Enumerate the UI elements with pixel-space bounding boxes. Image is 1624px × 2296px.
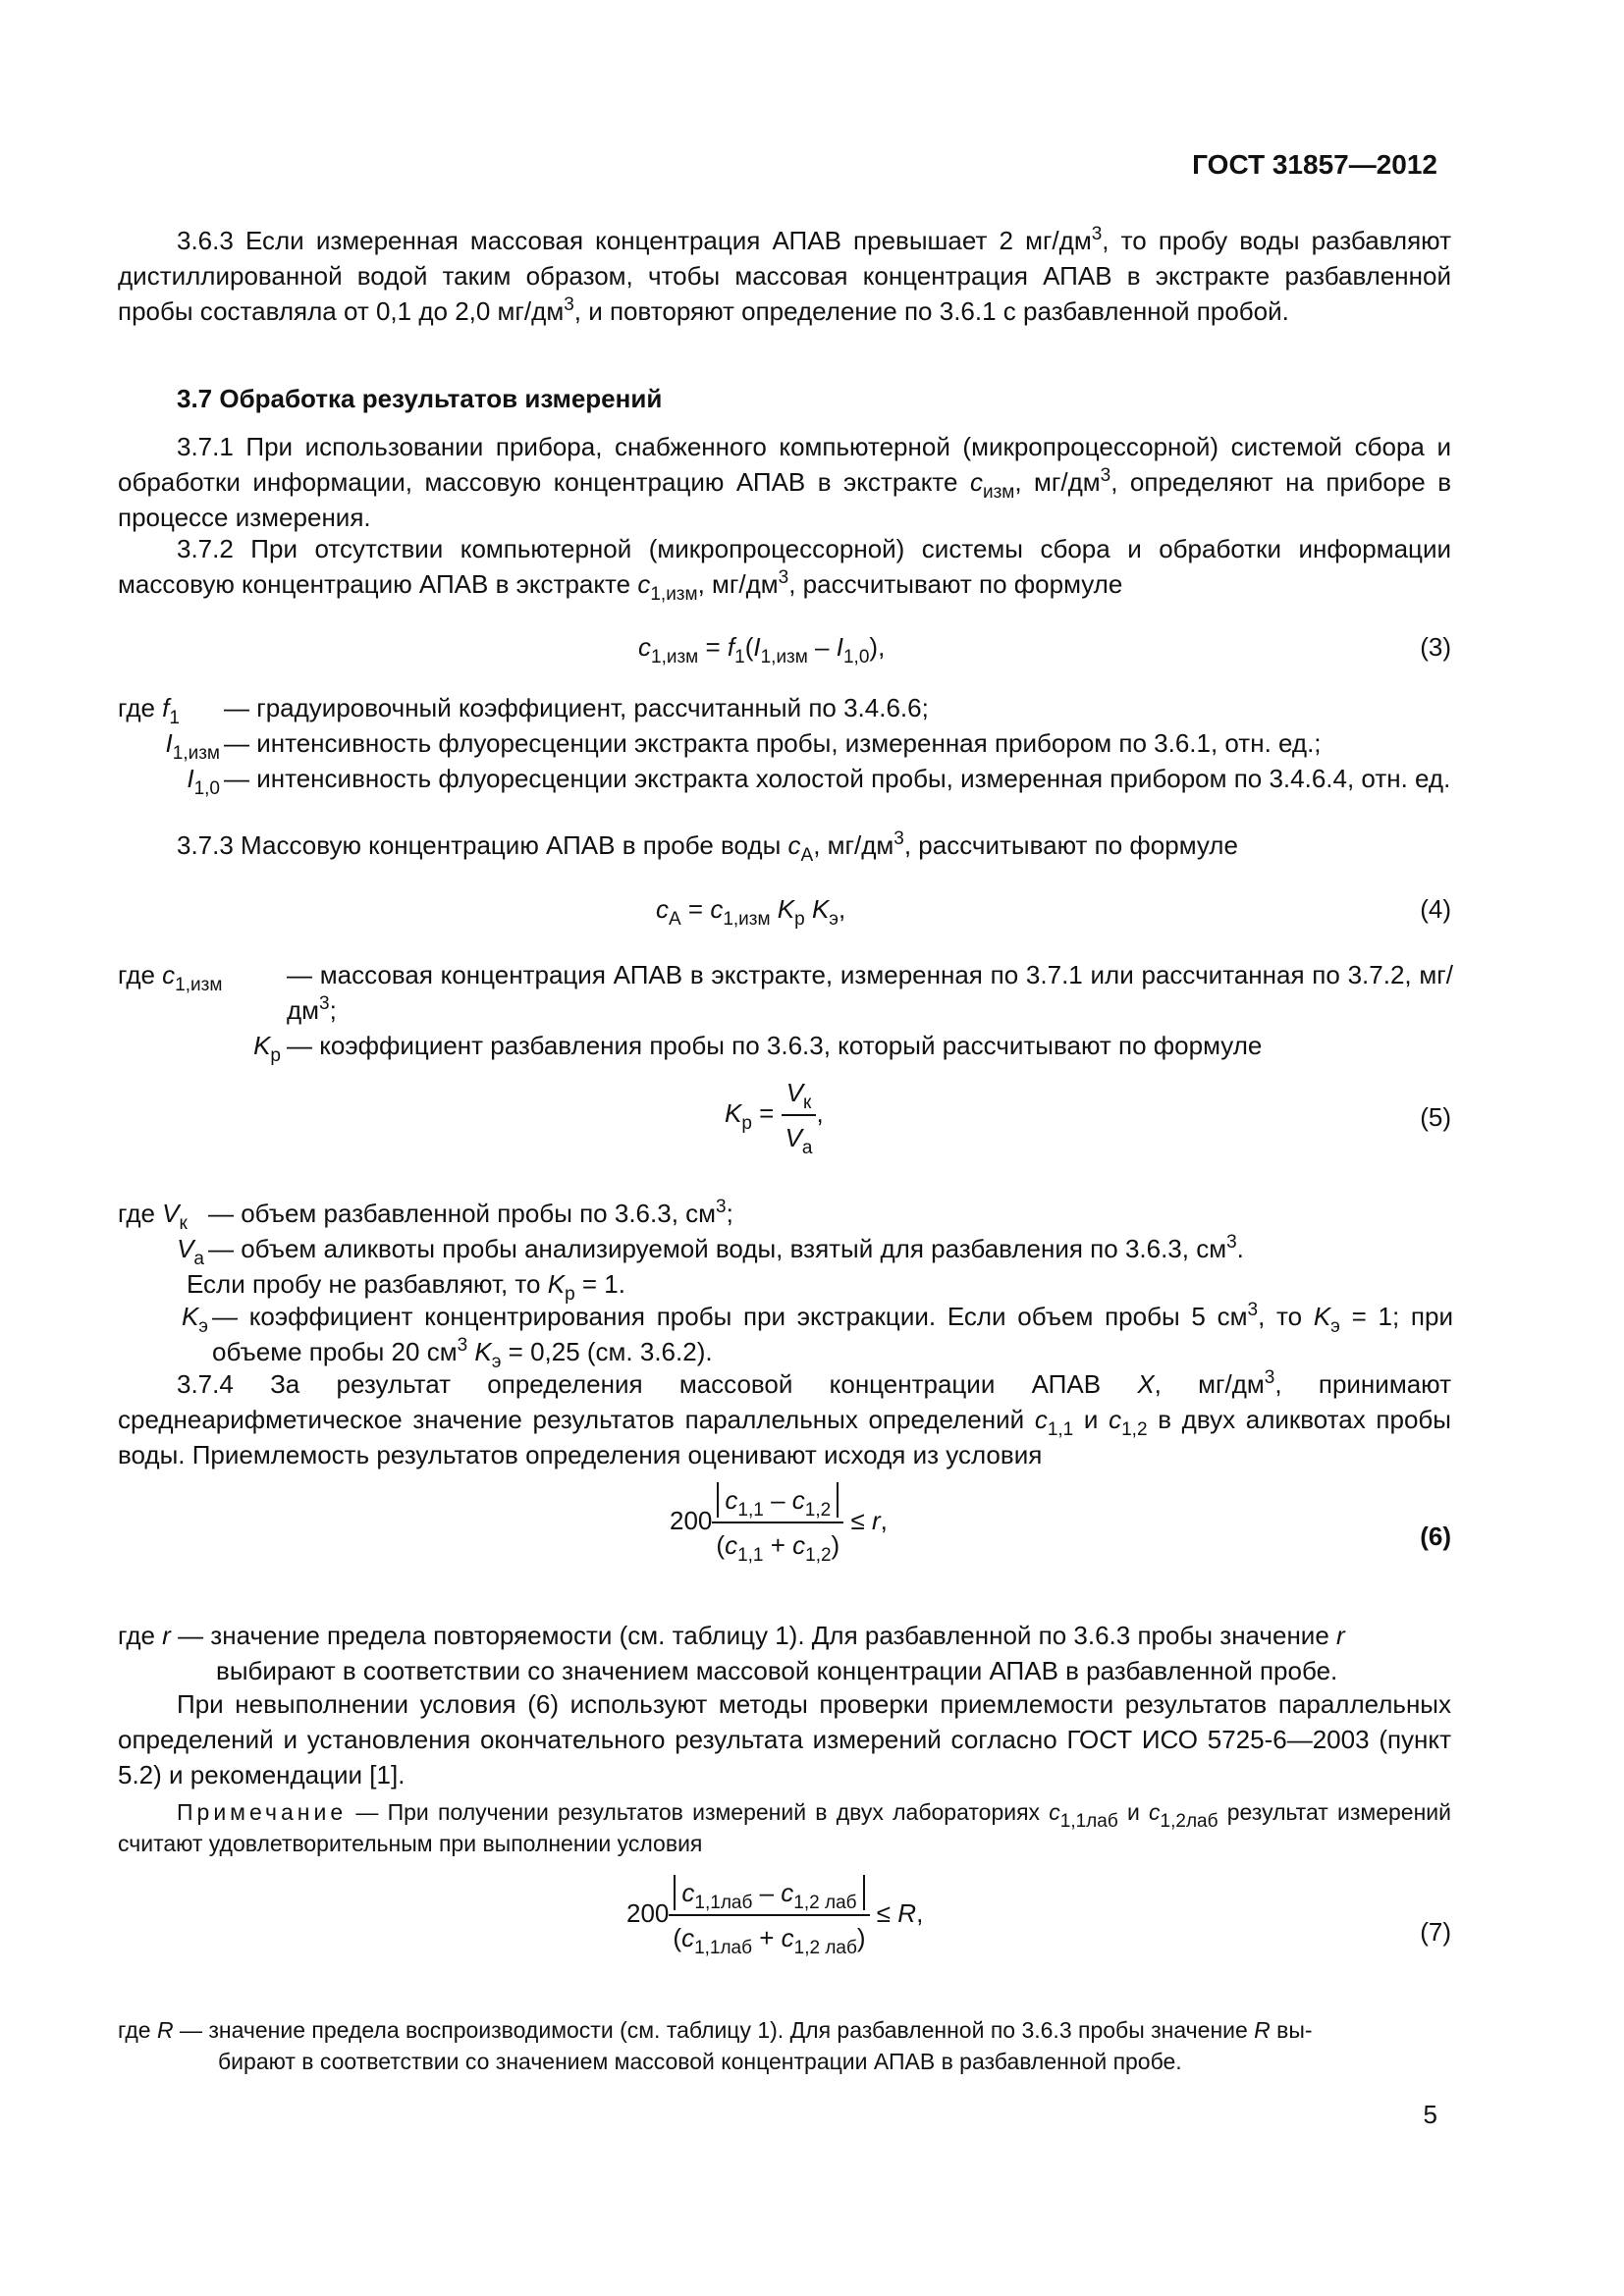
formula-5: $K_р$ = $\frac{V_к}{V_а}$ , <box>725 1075 824 1155</box>
paragraph-3-7-3: 3.7.3 Массовую концентрацию АПАВ в пробе воды $c_А$, $мг/дм^3$, рассчитывают по формуле <box>177 828 1238 866</box>
paragraph-3-7-2: 3.7.2 При отсутствии компьютерной (микропроцессорной) системы сбора и обработки информации массовую концентрацию АПАВ в экстракте $c_{1,изм}$, $мг/дм^3$, рассчитывают по формуле <box>118 534 1451 605</box>
note: Примечание — При получении результатов измерений в двух лабораториях $c_{1,1лаб}$ и $c_{1,2лаб}$ результат измерений считают удовлетворительным при выполнении условия <box>118 1799 1451 1856</box>
formula-3: $c_{1,изм} = f_1(I_{1,изм} - I_{1,0})$, <box>638 632 886 667</box>
where-item: $V_а$ — объем аликвоты пробы анализируемой воды, взятый для разбавления по 3.6.3, $см^3$. <box>177 1232 1244 1269</box>
fraction: $\frac{c_{1,1} - c_{1,2}}{(c_{1,1} + c_{1,2})}$ <box>712 1482 843 1563</box>
where-item: $K_р$ — коэффициент разбавления пробы по 3.6.3, который рассчитывают по формуле <box>253 1031 1263 1066</box>
no-dilution-note: Если пробу не разбавляют, то $K_р = 1$. <box>187 1269 625 1305</box>
where-item: где $V_к$ — объем разбавленной пробы по 3.6.3, $см^3$; <box>118 1197 733 1234</box>
where-6: где r — значение предела повторяемости (см. таблицу 1). Для разбавленной по 3.6.3 пробы значение r выбирают в соответствии со значением массовой концентрации АПАВ в разбавленной пробе. <box>118 1621 1345 1685</box>
paragraph-3-7-1: 3.7.1 При использовании прибора, снабженного компьютерной (микропроцессорной) системой сбора и обработки информации, массовую концентрацию АПАВ в экстракте $c_{изм}$, $мг/дм^3$, определяют на приборе в процессе измерения. <box>118 432 1452 532</box>
where-item: $I_{1,изм}$ — интенсивность флуоресценции экстракта пробы, измеренная прибором по 3.6.1, отн. ед.; <box>165 728 1322 764</box>
fraction: $\frac{c_{1,1лаб} - c_{1,2 лаб}}{(c_{1,1лаб} + c_{1,2 лаб})}$ <box>669 1875 869 1955</box>
paragraph-3-7-4: 3.7.4 За результат определения массовой концентрации АПАВ X, $мг/дм^3$, принимают среднеарифметическое значение результатов параллельных определений $c_{1,1}$ и $c_{1,2}$ в двух аликвотах пробы воды. Приемлемость результатов определения оценивают исходя из условия <box>118 1367 1451 1469</box>
where-item: $K_э$ — коэффициент концентрирования пробы при экстракции. Если объем пробы 5 $см^3$, то $K_э = 1$; при объеме пробы 20 $см^3$ $K_э = 0,25$ (см. 3.6.2). <box>181 1300 1453 1372</box>
section-title-3-7: 3.7 Обработка результатов измерений <box>177 384 663 413</box>
formula-6: 200 $\frac{c_{1,1} - c_{1,2}}{(c_{1,1} + c_{1,2})}$ ≤ r, <box>670 1482 888 1563</box>
formula-7-number: (7) <box>1420 1917 1451 1947</box>
note-label: Примечание <box>177 1799 348 1825</box>
where-item: $I_{1,0}$ — интенсивность флуоресценции экстракта холостой пробы, измеренная прибором по 3.4.6.4, отн. ед. <box>187 764 1451 799</box>
where-item: где $f_1$ — градуировочный коэффициент, рассчитанный по 3.4.6.6; <box>118 693 929 728</box>
paragraph-3-6-3: 3.6.3 Если измеренная массовая концентрация АПАВ превышает 2 $мг/дм^3$, то пробу воды разбавляют дистиллированной водой таким образом, чтобы массовая концентрация АПАВ в экстракте разбавленной пробы составляла от 0,1 до 2,0 $мг/дм^3$, и повторяют определение по 3.6.1 с разбавленной пробой. <box>118 224 1451 326</box>
formula-4-number: (4) <box>1420 894 1451 924</box>
where-item: где $c_{1,изм}$ — массовая концентрация АПАВ в экстракте, измеренная по 3.7.1 или рассчитанная по 3.7.2, $мг/дм^3$; <box>118 960 1453 1025</box>
where-list-4 <box>118 957 1453 1066</box>
formula-7: 200 $\frac{c_{1,1лаб} - c_{1,2 лаб}}{(c_{1,1лаб} + c_{1,2 лаб})}$ ≤ R, <box>626 1875 923 1955</box>
formula-4: $c_А = c_{1,изм}$ $K_р$ $K_э$, <box>656 894 846 930</box>
formula-5-number: (5) <box>1420 1102 1451 1132</box>
formula-6-number: (6) <box>1420 1522 1451 1551</box>
fraction: $\frac{V_к}{V_а}$ <box>782 1075 817 1155</box>
where-7: где R — значение предела воспроизводимости (см. таблицу 1). Для разбавленной по 3.6.3 пробы значение R вы- бирают в соответствии со значением массовой концентрации АПАВ в разбавленной пробе. <box>118 2017 1313 2074</box>
where-list-3 <box>118 690 1453 799</box>
where-list-5 <box>118 1196 1453 1269</box>
paragraph-fail: При невыполнении условия (6) используют методы проверки приемлемости результатов параллельных определений и установления окончательного результата измерений согласно ГОСТ ИСО 5725-6—2003 (пункт 5.2) и рекомендации [1]. <box>118 1689 1451 1789</box>
where-list-ke <box>118 1299 1453 1372</box>
formula-3-number: (3) <box>1420 632 1451 662</box>
document-id: ГОСТ 31857—2012 <box>1192 149 1437 180</box>
page-number: 5 <box>1423 2100 1437 2129</box>
